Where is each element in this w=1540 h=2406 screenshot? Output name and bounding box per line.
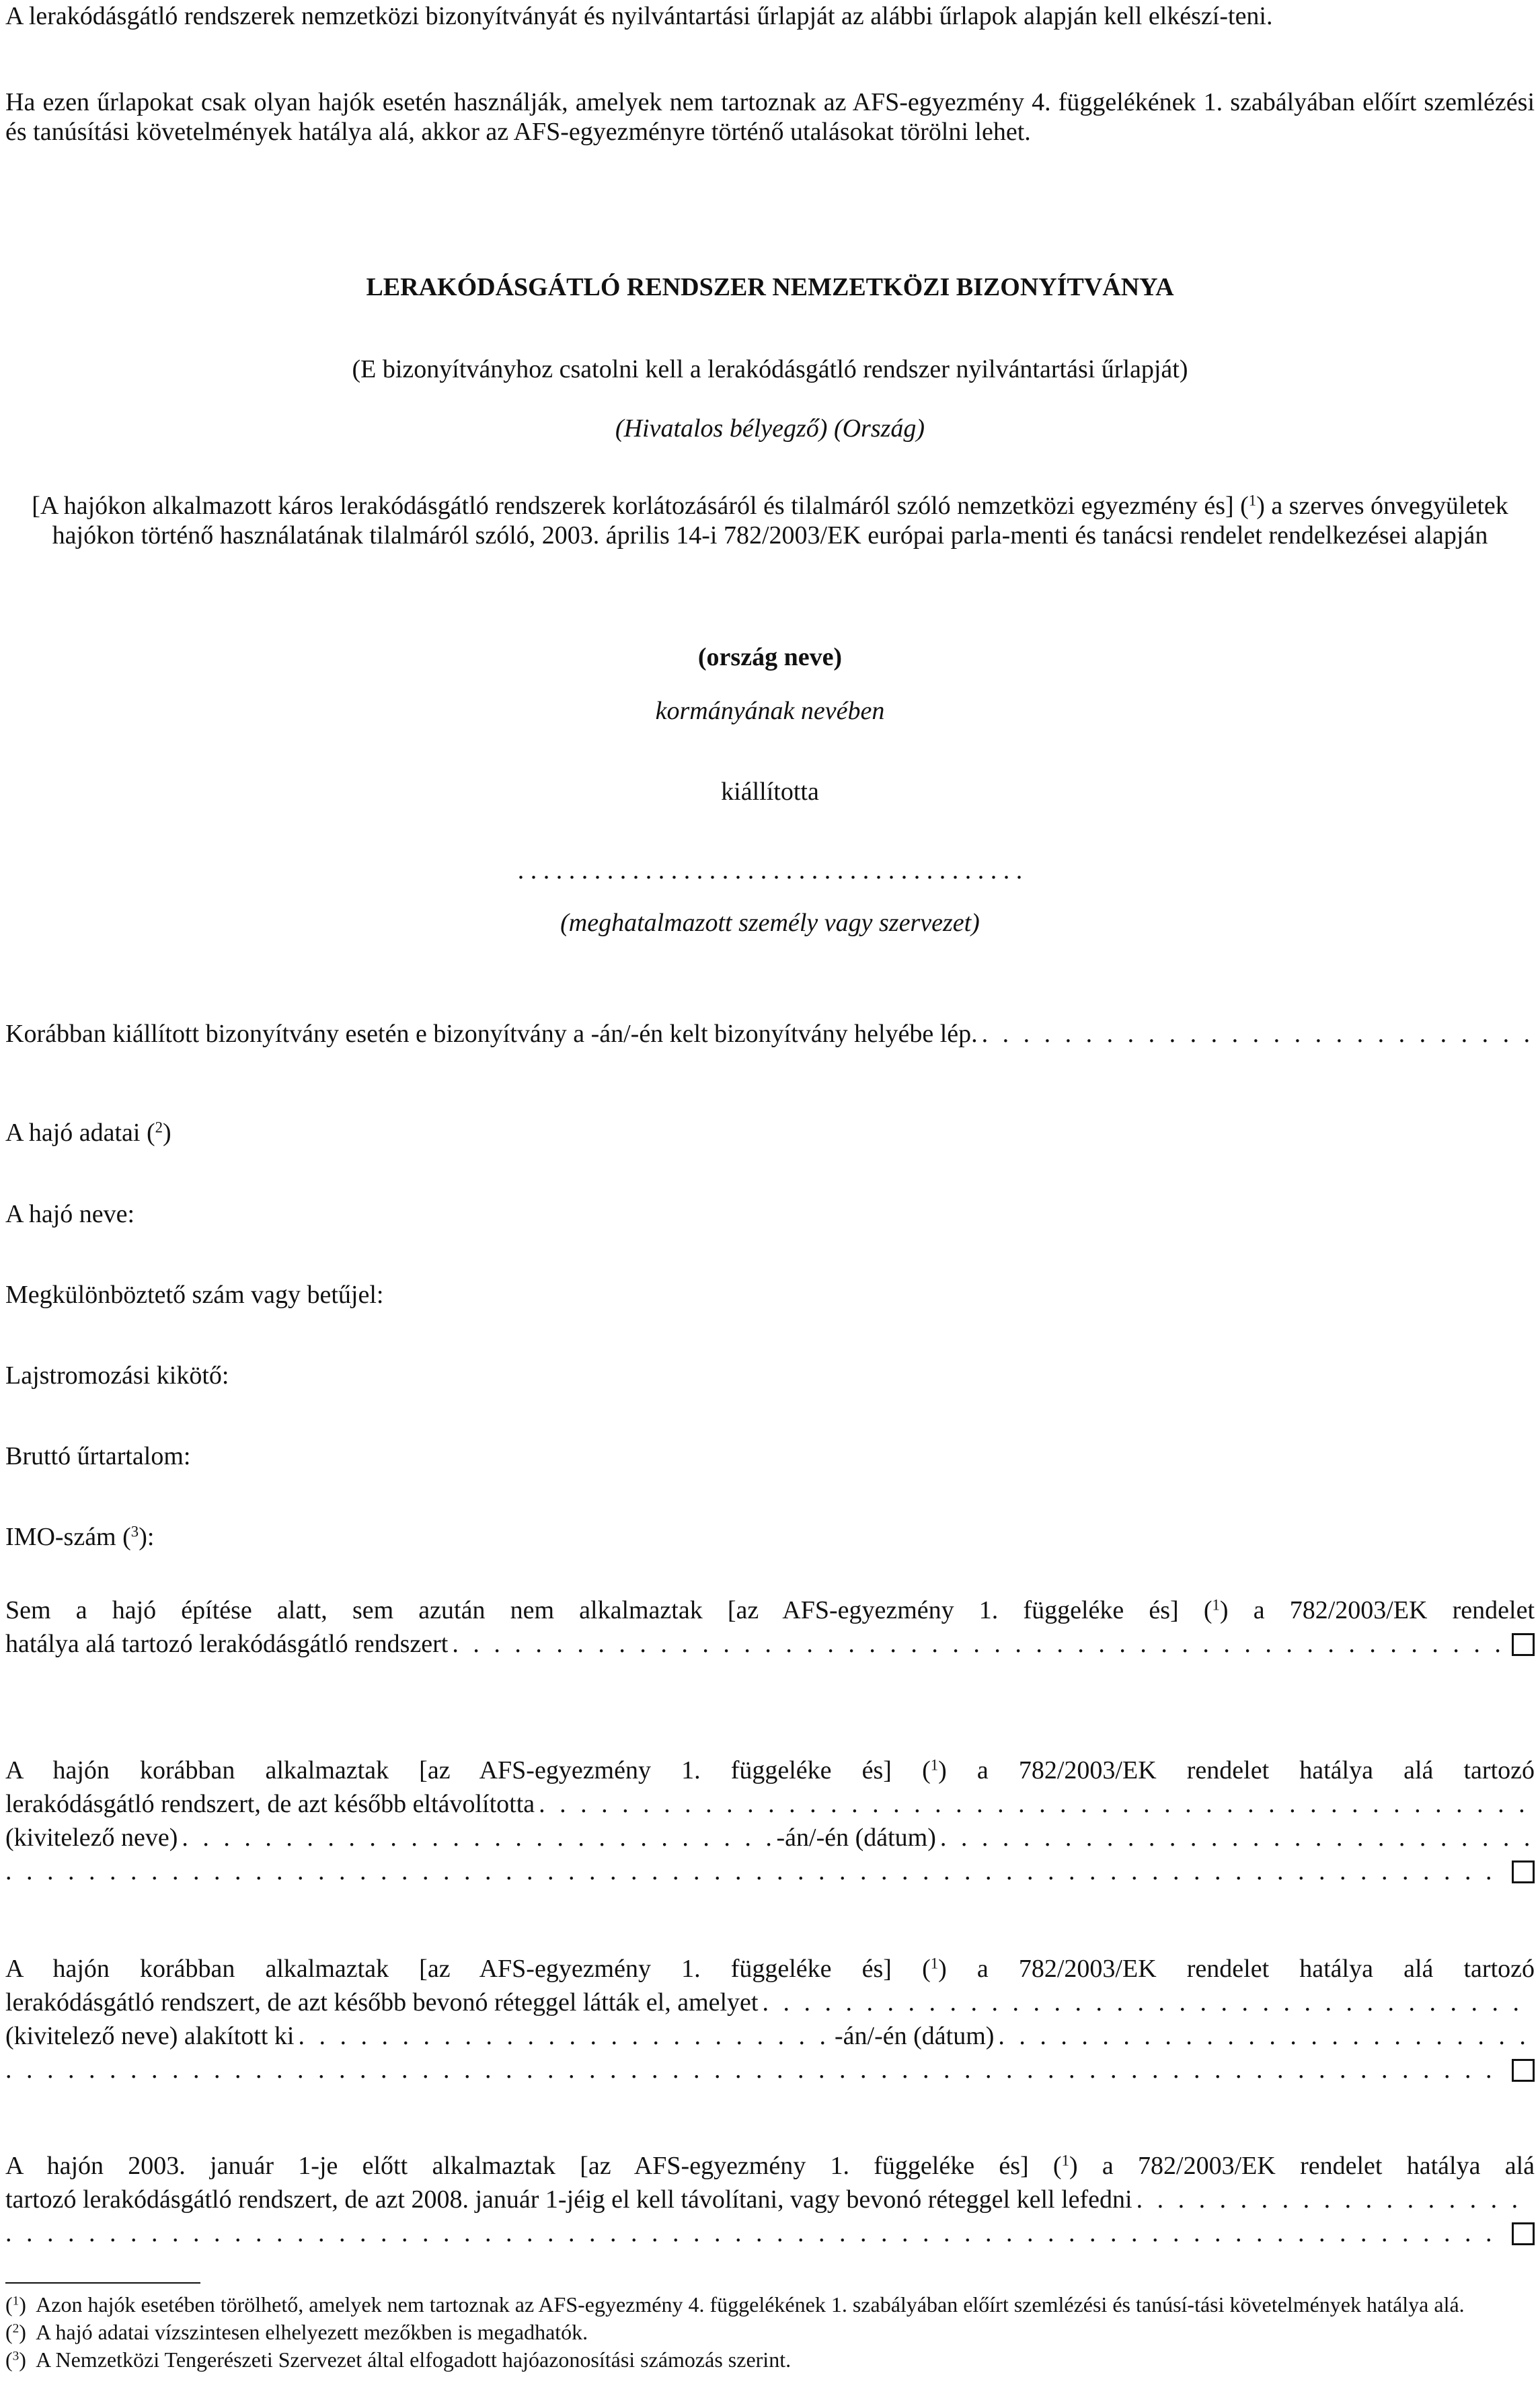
option-1-line-1 bbox=[5, 1595, 1535, 1625]
dots bbox=[5, 2055, 1502, 2084]
contractor-name-label: (kivitelező neve) bbox=[5, 1824, 178, 1852]
option-1-checkbox[interactable] bbox=[1512, 1633, 1535, 1656]
ship-details-heading bbox=[5, 1118, 171, 1148]
date-dots[interactable] bbox=[998, 2021, 1531, 2051]
option-2-checkbox[interactable] bbox=[1512, 1860, 1535, 1883]
contractor-name-dots[interactable] bbox=[298, 2021, 831, 2051]
option-1-text-a: Sem a hajó építése alatt, sem azután nem alkalmaztak [az AFS-egyezmény 1. függeléke és] ( bbox=[5, 1596, 1212, 1624]
option-3-text-a: A hajón korábban alkalmaztak [az AFS-egyezmény 1. függeléke és] ( bbox=[5, 1955, 931, 1983]
ship-name-field[interactable]: A hajó neve: bbox=[5, 1200, 135, 1228]
footnote-separator bbox=[5, 2282, 200, 2284]
option-2-line-1 bbox=[5, 1756, 1535, 1785]
dots bbox=[1137, 2185, 1531, 2214]
option-3-line-4 bbox=[5, 2051, 1535, 2084]
footnote-ref: 1 bbox=[930, 1756, 939, 1774]
certificate-subtitle: (E bizonyítványhoz csatolni kell a lerakódásgátló rendszer nyilvántartási űrlapját) bbox=[352, 355, 1188, 383]
date-fill-in-dots[interactable] bbox=[982, 1019, 1531, 1049]
option-3-text-c: lerakódásgátló rendszert, de azt később bevonó réteggel látták el, amelyet bbox=[5, 1988, 759, 2017]
option-2-line-2 bbox=[5, 1785, 1535, 1819]
contractor-name-label: (kivitelező neve) alakított ki bbox=[5, 2022, 295, 2050]
dots bbox=[539, 1789, 1531, 1819]
footnote-number: 3 bbox=[12, 2349, 20, 2364]
replaces-certificate-text: Korábban kiállított bizonyítvány esetén e bizonyítvány a -án/-én kelt bizonyítvány helyébe lép. bbox=[5, 1019, 978, 1048]
footnotes bbox=[5, 2292, 1535, 2372]
imo-number-label-end: ): bbox=[139, 1523, 155, 1551]
imo-number-label: IMO-szám ( bbox=[5, 1523, 131, 1551]
option-4-checkbox[interactable] bbox=[1512, 2222, 1535, 2245]
country-name-placeholder: (ország neve) bbox=[697, 643, 843, 671]
footnote-ref: 1 bbox=[1061, 2152, 1069, 2169]
option-2-text-a: A hajón korábban alkalmaztak [az AFS-egyezmény 1. függeléke és] ( bbox=[5, 1756, 931, 1784]
option-3-line-3 bbox=[5, 2017, 1535, 2051]
ship-details-heading-close: ) bbox=[163, 1119, 171, 1147]
intro-paragraph-1: A lerakódásgátló rendszerek nemzetközi bizonyítványát és nyilvántartási űrlapját az alábbi űrlapok alapján kell elkészí-teni. bbox=[5, 2, 1273, 30]
government-line: kormányának nevében bbox=[655, 697, 885, 725]
option-to-be-removed bbox=[5, 2151, 1535, 2248]
signature-line[interactable]: . . . . . . . . . . . . . . . . . . . . . . . . . . . . . . . . . . . . . . . . bbox=[517, 856, 1023, 885]
date-label: -án/-én (dátum) bbox=[776, 1824, 936, 1852]
ship-details-heading-text: A hajó adatai ( bbox=[5, 1119, 155, 1147]
legal-basis bbox=[5, 491, 1535, 551]
gross-tonnage-field[interactable]: Bruttó űrtartalom: bbox=[5, 1442, 191, 1470]
footnote-3: ($^3$) A Nemzetközi Tengerészeti Szervezet által elfogadott hajóazonosítási számozás szerint. bbox=[5, 2347, 792, 2372]
footnote-ref: 1 bbox=[930, 1955, 939, 1972]
dots bbox=[762, 1988, 1531, 2017]
replaces-certificate-line bbox=[5, 1009, 1535, 1049]
footnote-3-text: A Nemzetközi Tengerészeti Szervezet által elfogadott hajóazonosítási számozás szerint. bbox=[36, 2347, 792, 2372]
date-dots[interactable] bbox=[940, 1823, 1531, 1852]
imo-number-field[interactable] bbox=[5, 1522, 154, 1552]
issued-by-label: kiállította bbox=[721, 778, 819, 806]
option-3-checkbox[interactable] bbox=[1512, 2059, 1535, 2082]
date-label: -án/-én (dátum) bbox=[835, 2022, 995, 2050]
option-2-text-c: lerakódásgátló rendszert, de azt később eltávolította bbox=[5, 1790, 535, 1818]
option-never-applied bbox=[5, 1595, 1535, 1659]
port-of-registry-field[interactable]: Lajstromozási kikötő: bbox=[5, 1361, 229, 1390]
footnote-number: 1 bbox=[12, 2294, 20, 2308]
intro-paragraph-2: Ha ezen űrlapokat csak olyan hajók esetén használják, amelyek nem tartoznak az AFS-egyezmény 4. függelékének 1. szabályában előírt szemlézési és tanúsítási követelmények hatálya alá, akkor az AFS-egyezményre történő utalásokat törölni lehet. bbox=[5, 88, 1535, 147]
footnote-1: ($^1$) Azon hajók esetében törölhető, amelyek nem tartoznak az AFS-egyezmény 4. függelékének 1. szabályában előírt szemlézési és tanúsí-tási követelmények hatálya alá. bbox=[5, 2292, 1465, 2317]
option-4-text-b: ) a 782/2003/EK rendelet hatálya alá bbox=[1069, 2152, 1535, 2180]
stamp-placeholder: (Hivatalos bélyegző) (Ország) bbox=[615, 414, 925, 443]
authorized-person-label: (meghatalmazott személy vagy szervezet) bbox=[560, 909, 980, 937]
option-4-line-2 bbox=[5, 2181, 1535, 2214]
footnote-2-text: A hajó adatai vízszintesen elhelyezett mezőkben is megadhatók. bbox=[36, 2319, 588, 2344]
option-overcoated bbox=[5, 1954, 1535, 2084]
option-1-text-c: hatálya alá tartozó lerakódásgátló rendszert bbox=[5, 1630, 449, 1658]
option-1-text-b: ) a 782/2003/EK rendelet bbox=[1219, 1596, 1535, 1624]
contractor-name-dots[interactable] bbox=[182, 1823, 772, 1852]
legal-basis-text-b: ) a szerves ónvegyületek hajókon történő használatának tilalmáról szóló, 2003. április 14-i 782/2003/EK európai parla-menti és tanácsi rendelet rendelkezései alapján bbox=[52, 492, 1508, 550]
option-4-text-a: A hajón 2003. január 1-je előtt alkalmaztak [az AFS-egyezmény 1. függeléke és] ( bbox=[5, 2152, 1062, 2180]
option-4-line-1 bbox=[5, 2151, 1535, 2181]
footnote-ref: 3 bbox=[130, 1523, 139, 1540]
dots bbox=[5, 2218, 1502, 2248]
legal-basis-text-a: [A hajókon alkalmazott káros lerakódásgátló rendszerek korlátozásáról és tilalmáról szóló nemzetközi egyezmény és] ( bbox=[32, 492, 1249, 520]
option-3-line-2 bbox=[5, 1984, 1535, 2017]
dots bbox=[452, 1629, 1502, 1659]
option-2-line-3 bbox=[5, 1819, 1535, 1852]
option-4-text-c: tartozó lerakódásgátló rendszert, de azt 2008. január 1-jéig el kell távolítani, vagy bevonó réteggel kell lefedni bbox=[5, 2185, 1132, 2214]
option-3-line-1 bbox=[5, 1954, 1535, 1984]
option-2-text-b: ) a 782/2003/EK rendelet hatálya alá tartozó bbox=[938, 1756, 1535, 1784]
distinctive-number-field[interactable]: Megkülönböztető szám vagy betűjel: bbox=[5, 1281, 384, 1309]
option-2-line-4 bbox=[5, 1852, 1535, 1886]
footnote-ref: 1 bbox=[1248, 492, 1257, 509]
certificate-title: LERAKÓDÁSGÁTLÓ RENDSZER NEMZETKÖZI BIZONYÍTVÁNYA bbox=[366, 273, 1174, 301]
footnote-ref: 1 bbox=[1212, 1596, 1220, 1614]
option-removed bbox=[5, 1756, 1535, 1886]
option-3-text-b: ) a 782/2003/EK rendelet hatálya alá tartozó bbox=[938, 1955, 1535, 1983]
footnote-ref: 2 bbox=[155, 1119, 163, 1136]
dots bbox=[5, 1856, 1502, 1886]
option-1-line-2 bbox=[5, 1625, 1535, 1659]
footnote-1-text: Azon hajók esetében törölhető, amelyek nem tartoznak az AFS-egyezmény 4. függelékének 1. szabályában előírt szemlézési és tanúsí-tási követelmények hatálya alá. bbox=[36, 2292, 1465, 2317]
footnote-number: 2 bbox=[12, 2321, 20, 2336]
option-4-line-3 bbox=[5, 2214, 1535, 2248]
footnote-2: ($^2$) A hajó adatai vízszintesen elhelyezett mezőkben is megadhatók. bbox=[5, 2319, 588, 2344]
